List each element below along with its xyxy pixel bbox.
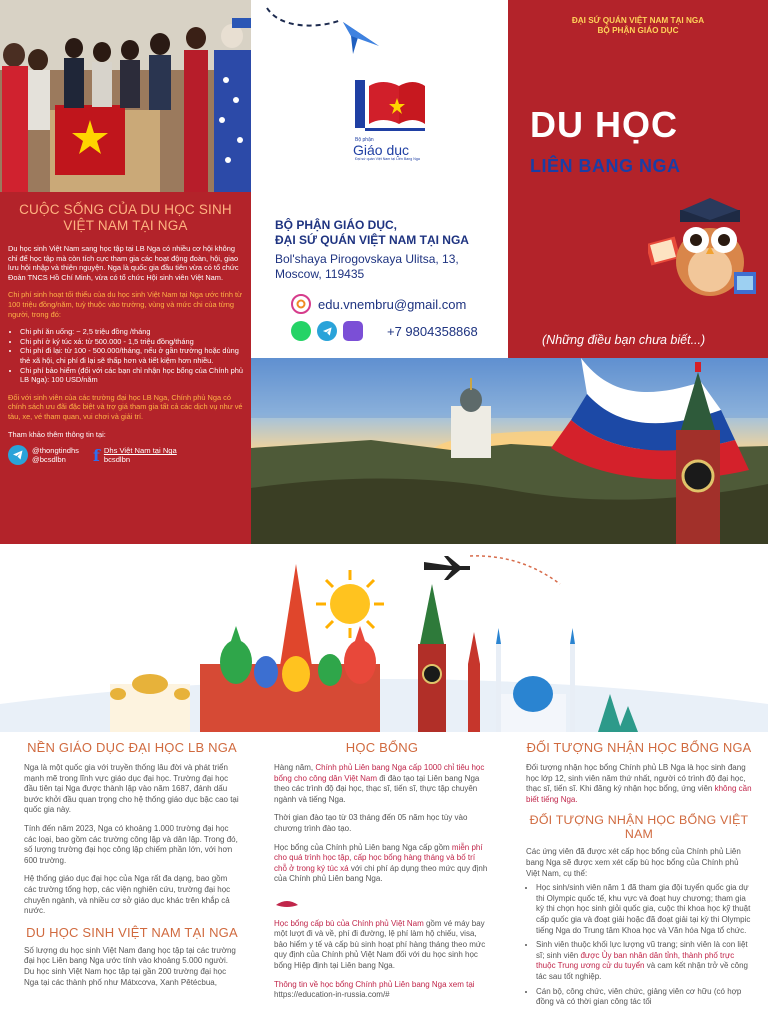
- logo-main-text: Giáo dục: [353, 142, 410, 158]
- department-name: BỘ PHẬN GIÁO DỤC: [597, 26, 679, 35]
- cost-item: • Chi phí ở ký túc xá: từ 500.000 - 1,5 triệu đồng/tháng: [20, 337, 243, 347]
- scholarship-benefits-highlight: miễn phí cho quá trình học tập, cấp học bổng hàng tháng và bố trí chỗ ở trong ký túc xá: [274, 842, 483, 873]
- student-benefits-text: Đối với sinh viên của các trường đại học LB Nga, Chính phủ Nga có chính sách ưu đãi đặc biệt và trợ giá tham gia tất cả các dịch vụ như vé tàu, xe, vé tham quan, vui chơi và giải trí.: [8, 392, 243, 421]
- scholarship-p1: Hàng năm, Chính phủ Liên bang Nga cấp 1000 chỉ tiêu học bổng cho công dân Việt Nam đi đào tạo tại Liên bang Nga theo các trình độ đại học, thạc sĩ, tiến sĩ, thực tập chuyên ngành và tiếng Nga.: [274, 763, 485, 804]
- higher-education-p1: Nga là một quốc gia với truyền thống lâu đời và phát triển mạnh mẽ trong lĩnh vực giáo dục đại học. Trường đại học đầu tiên tại Nga được thành lập vào năm 1687, đánh dấu bước khởi đầu quan trọng cho hệ thống giáo dục bậc cao tại quốc gia này.: [24, 763, 239, 815]
- russia-landmarks-strip: [0, 544, 768, 732]
- telegram-icon[interactable]: [317, 321, 337, 341]
- organization-info: [275, 218, 505, 282]
- divider-ornament: [274, 899, 300, 909]
- title-lien-bang-nga: LIÊN BANG NGA: [530, 156, 681, 176]
- eligibility-list: [526, 883, 752, 1008]
- eligibility-item: • Học sinh/sinh viên năm 1 đã tham gia đội tuyển quốc gia dự thi Olympic quốc tế, khu vực và đoạt huy chương; tham gia kỳ thi chọn học sinh giỏi quốc gia, cuộc thi khoa học kỹ thuật cấp quốc gia và đoạt giải hoặc đã đoạt giải tại kỳ thi Olympic tiếng Nga do Trung tâm Khoa học và Văn hóa Nga tổ chức.: [536, 883, 752, 936]
- telegram-handle[interactable]: @thongtindhs: [32, 446, 79, 456]
- phone-row[interactable]: [291, 321, 478, 341]
- title-du-hoc: DU HỌC: [530, 104, 678, 145]
- eligibility-column: [526, 732, 752, 1012]
- student-life-panel: [0, 192, 251, 544]
- vietnam-eligibility-intro: Các ứng viên đã được xét cấp học bổng của Chính phủ Liên bang Nga sẽ được xem xét cấp bù học bổng của Chính phủ Việt Nam, cụ thể:: [526, 847, 741, 878]
- higher-education-p3: Hệ thống giáo dục đại học của Nga rất đa dạng, bao gồm các trường tổng hợp, các viện nghiên cứu, trường đại học chuyên ngành, và nhiều cơ sở giáo dục khác trên khắp cả nước.: [24, 874, 231, 916]
- scholarship-p3: Học bổng của Chính phủ Liên bang Nga cấp gồm miễn phí cho quá trình học tập, cấp học bổng hàng tháng và bố trí chỗ ở trong ký túc xá với chi phí áp dụng theo mức quy định của Chính phủ Liên bang Nga.: [274, 842, 488, 884]
- cost-item: • Chi phí ăn uống: ~ 2,5 triệu đồng /tháng: [20, 327, 243, 337]
- logo-sub-text: Đại sứ quán Việt Nam tại Liên Bang Nga: [355, 157, 420, 161]
- russia-landscape-banner: [251, 358, 768, 544]
- telegram-handle[interactable]: @bcsdlbn: [32, 455, 66, 465]
- higher-education-p2: Tính đến năm 2023, Nga có khoảng 1.000 trường đại học các loại, bao gồm các trường công lập và dân lập. Trong đó, số lượng trường đại học công lập chiếm phần lớn, với hơn 600 trường.: [24, 823, 238, 865]
- owl-reading-icon: [648, 196, 760, 300]
- address: Bol'shaya Pirogovskaya Ulitsa, 13, Moscow, 119435: [275, 252, 459, 281]
- higher-education-column: [24, 732, 240, 996]
- facebook-icon: f: [92, 445, 100, 465]
- scholarship-info-link[interactable]: Thông tin về học bổng Chính phủ Liên bang Nga xem tại: [274, 979, 475, 989]
- logo-small-text: Bộ phận: [355, 137, 374, 143]
- org-name-line2: ĐẠI SỨ QUÁN VIỆT NAM TẠI NGA: [275, 233, 469, 247]
- scholarship-p4: Học bổng cấp bù của Chính phủ Việt Nam gồm vé máy bay một lượt đi và về, phí đi đường, lệ phí làm hộ chiếu, visa, bảo hiểm y tế và cấp bù sinh hoạt phí hàng tháng theo mức quy định của Chính phủ Việt Nam đối với du học sinh học bổng Hiệp định tại Liên bang Nga.: [274, 918, 486, 970]
- landscape-illustration: [251, 358, 768, 544]
- scholarship-heading: HỌC BỔNG: [345, 740, 419, 755]
- higher-education-heading: NỀN GIÁO DỤC ĐẠI HỌC LB NGA: [27, 740, 237, 755]
- living-cost-intro: Chi phí sinh hoạt tối thiểu của du học sinh Việt Nam tại Nga ước tính từ 100 triệu đồng/năm, tuỳ thuộc vào trường, vùng và mức chi của từng người, trong đó:: [8, 290, 242, 319]
- subtitle: (Những điều bạn chưa biết...): [542, 333, 706, 347]
- scholarship-p5: Thông tin về học bổng Chính phủ Liên bang Nga xem tại https://education-in-russia.com/#: [274, 979, 475, 1000]
- org-name-line1: BỘ PHẬN GIÁO DỤC,: [275, 218, 398, 232]
- scholarship-p2: Thời gian đào tạo từ 03 tháng đến 05 năm học tùy vào chương trình đào tạo.: [274, 813, 468, 833]
- book-logo-icon: [329, 72, 437, 132]
- student-life-heading: CUỘC SỐNG CỦA DU HỌC SINH VIỆT NAM TẠI NGA: [19, 202, 232, 233]
- viber-icon[interactable]: [343, 321, 363, 341]
- no-russian-needed-highlight: không cần biết tiếng Nga.: [526, 784, 752, 804]
- facebook-name[interactable]: Dhs Việt Nam tại Nga: [103, 446, 177, 456]
- contact-panel: [251, 0, 508, 358]
- telegram-contact[interactable]: [8, 445, 79, 465]
- vietnam-scholarship-eligibility-heading: ĐỐI TƯỢNG NHẬN HỌC BỔNG VIỆT NAM: [529, 813, 749, 842]
- vn-scholarship-link: Học bổng cấp bù của Chính phủ Việt Nam: [274, 918, 424, 928]
- eligibility-item: • Cán bộ, công chức, viên chức, giảng viên cơ hữu (có hợp đồng và có thời gian công tác tối: [536, 987, 752, 1008]
- students-photo-graphic: [0, 0, 251, 192]
- scholarship-quota-link: Chính phủ Liên bang Nga cấp 1000 chỉ tiêu học bổng cho công dân Việt Nam: [274, 763, 485, 783]
- more-info-label: Tham khảo thêm thông tin tại:: [8, 429, 106, 439]
- vietnam-students-text: Số lượng du học sinh Việt Nam đang học tập tại các trường đại học Liên bang Nga ước tính vào khoảng 5.000 người. Du học sinh Việt Nam học tập tại gần 200 trường đại học Nga tại các thành phố như Mátxcơva, Xanh Pêtécbua,: [24, 945, 236, 987]
- student-life-intro: Du học sinh Việt Nam sang học tập tại LB Nga có nhiều cơ hội không chỉ để học tập mà còn tích cực tham gia các hoạt động đoàn, hội, giao lưu hội nhập và thiện nguyện. Nga là quốc gia đầu tiên vừa có tổ chức Đoàn TNCS Hồ Chí Minh, vừa có tổ chức Hội sinh viên Việt Nam.: [8, 244, 239, 282]
- phone-number[interactable]: +7 9804358868: [387, 323, 478, 339]
- telegram-icon: [8, 445, 28, 465]
- provincial-nomination-highlight: được Ủy ban nhân dân tỉnh, thành phố trực thuộc Trung ương cử du tuyển: [536, 950, 735, 971]
- scholarship-column: [274, 732, 490, 1009]
- cost-item: • Chi phí đi lại: từ 100 - 500.000/tháng, nếu ở gần trường hoặc dùng thẻ xã hội, chi phí đi lại sẽ thấp hơn và tiết kiệm hơn nhiều.: [20, 346, 243, 365]
- at-sign-icon: [291, 294, 311, 314]
- kremlin-illustration: [0, 544, 768, 732]
- email-row[interactable]: [291, 294, 466, 314]
- title-panel: [508, 0, 768, 358]
- embassy-name: ĐẠI SỨ QUÁN VIỆT NAM TẠI NGA: [571, 16, 705, 25]
- cost-item: • Chi phí bảo hiểm (đối với các bạn chỉ nhận học bổng của Chính phủ LB Nga): 100 USD/năm: [20, 366, 243, 385]
- education-logo: [329, 72, 437, 168]
- vietnam-students-heading: DU HỌC SINH VIỆT NAM TẠI NGA: [26, 924, 238, 940]
- students-photo: [0, 0, 251, 192]
- facebook-handle[interactable]: bcsdlbn: [103, 455, 131, 465]
- email-address[interactable]: edu.vnembru@gmail.com: [318, 296, 467, 312]
- facebook-contact[interactable]: [93, 446, 177, 464]
- whatsapp-icon[interactable]: [291, 321, 311, 341]
- cost-list: [8, 327, 243, 385]
- russian-eligibility-text: Đối tượng nhận học bổng Chính phủ LB Nga là học sinh đang học lớp 12, sinh viên năm thứ nhất, người có trình độ đại học, thạc sĩ, tiến sĩ. Khi đăng ký nhận học bổng, ứng viên không cần biết tiếng Nga.: [526, 763, 752, 804]
- eligibility-item: • Sinh viên thuộc khối lực lượng vũ trang; sinh viên là con liệt sĩ; sinh viên được Ủy ban nhân dân tỉnh, thành phố trực thuộc Trung ương cử du tuyển và cam kết nhận trở về công tác sau tốt nghiệp.: [536, 940, 752, 982]
- russian-scholarship-eligibility-heading: ĐỐI TƯỢNG NHẬN HỌC BỔNG NGA: [526, 740, 752, 755]
- paper-plane-icon: [261, 0, 381, 60]
